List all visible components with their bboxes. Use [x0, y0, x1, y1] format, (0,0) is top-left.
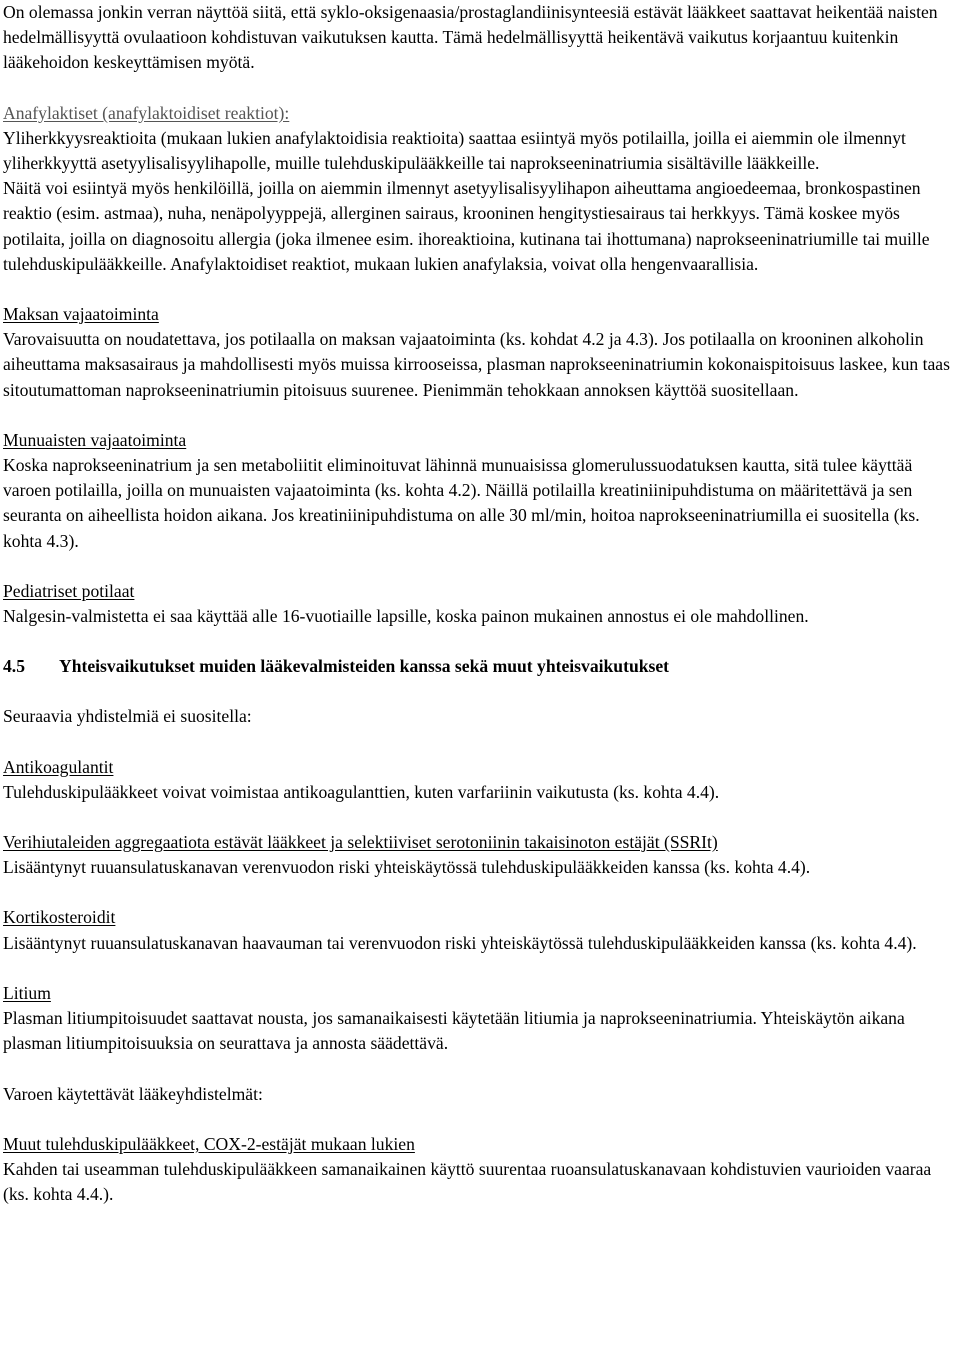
caution-intro: Varoen käytettävät lääkeyhdistelmät: [3, 1083, 263, 1104]
section-4-5-heading [3, 654, 957, 679]
corticosteroids-title: Kortikosteroidit [3, 907, 116, 928]
section-title: Yhteisvaikutukset muiden lääkevalmisteiden kanssa sekä muut yhteisvaikutukset [59, 656, 670, 677]
platelet-ssri-paragraph: Lisääntynyt ruuansulatuskanavan verenvuodon riski yhteiskäytössä tulehduskipulääkkeiden kanssa (ks. kohta 4.4). [3, 857, 811, 878]
not-recommended-intro: Seuraavia yhdistelmiä ei suositella: [3, 706, 252, 727]
liver-paragraph: Varovaisuutta on noudatettava, jos potilaalla on maksan vajaatoiminta (ks. kohdat 4.2 ja 4.3). Jos potilaalla on krooninen alkoholin aiheuttama maksasairaus ja mahdollisesti myös muissa kirrooseissa, plasman naprokseeninatriumin kokonaispitoisuus laskee, kun taas sitoutumattoman naprokseeninatriumin pitoisuus suurenee. Pienimmän tehokkaan annoksen käyttöä suositellaan. [3, 329, 950, 400]
other-nsaids-paragraph: Kahden tai useamman tulehduskipulääkkeen samanaikainen käyttö suurentaa ruoansulatuskanavaan kohdistuvien vaurioiden vaaraa (ks. kohta 4.4.). [3, 1158, 932, 1205]
corticosteroids-paragraph: Lisääntynyt ruuansulatuskanavan haavauman tai verenvuodon riski yhteiskäytössä tulehduskipulääkkeiden kanssa (ks. kohta 4.4). [3, 932, 917, 953]
anaphylaxis-paragraph-2: Näitä voi esiintyä myös henkilöillä, joilla on aiemmin ilmennyt asetyylisalisyylihapon aiheuttama angioedeemaa, bronkospastinen reaktio (esim. astmaa), nuha, nenäpolyyppejä, allerginen sairaus, krooninen hengitystiesairaus tai herkkyys. Tämä koskee myös potilaita, joilla on diagnosoitu allergia (joka ilmenee esim. ihoreaktioina, kutinana tai ihottumana) naprokseeninatriumille tai muille tulehduskipulääkkeille. Anafylaktoidiset reaktiot, mukaan lukien anafylaksia, voivat olla hengenvaarallisia. [3, 178, 930, 274]
lithium-title: Litium [3, 982, 51, 1003]
anticoagulants-paragraph: Tulehduskipulääkkeet voivat voimistaa antikoagulanttien, kuten varfariinin vaikutusta (ks. kohta 4.4). [3, 781, 720, 802]
lithium-paragraph: Plasman litiumpitoisuudet saattavat nousta, jos samanaikaisesti käytetään litiumia ja naprokseeninatriumia. Yhteiskäytön aikana plasman litiumpitoisuuksia on seurattava ja annosta säädettävä. [3, 1008, 905, 1054]
pediatric-paragraph: Nalgesin-valmistetta ei saa käyttää alle 16-vuotiaille lapsille, koska painon mukainen annostus ei ole mahdollinen. [3, 606, 809, 627]
kidney-paragraph: Koska naprokseeninatrium ja sen metaboliitit eliminoituvat lähinnä munuaisissa glomerulussuodatuksen kautta, sitä tulee käyttää varoen potilailla, joilla on munuaisten vajaatoiminta (ks. kohta 4.2). Näillä potilailla kreatiniinipuhdistuma on määritettävä ja sen seuranta on aiheellista hoidon aikana. Jos kreatiniinipuhdistuma on alle 30 ml/min, hoitoa naprokseeninatriumilla ei suositella (ks. kohta 4.3). [3, 455, 920, 551]
section-number: 4.5 [3, 656, 25, 677]
anaphylaxis-paragraph-1: Yliherkkyysreaktioita (mukaan lukien anafylaktoidisia reaktioita) saattaa esiintyä myös potilailla, joilla ei aiemmin ole ilmennyt yliherkkyyttä asetyylisalisyylihapolle, muille tulehduskipulääkkeille tai naprokseeninatriumia sisältäville lääkkeille. [3, 127, 906, 174]
anticoagulants-title: Antikoagulantit [3, 756, 114, 777]
other-nsaids-title: Muut tulehduskipulääkkeet, COX-2-estäjät mukaan lukien [3, 1133, 415, 1154]
liver-title: Maksan vajaatoiminta [3, 304, 159, 325]
intro-paragraph: On olemassa jonkin verran näyttöä siitä, että syklo-oksigenaasia/prostaglandiinisynteesiä estävät lääkkeet saattavat heikentää naisten hedelmällisyyttä ovulaatioon kohdistuvan vaikutuksen kautta. Tämä hedelmällisyyttä heikentävä vaikutus korjaantuu kuitenkin lääkehoidon keskeyttämisen myötä. [3, 2, 938, 73]
platelet-ssri-title: Verihiutaleiden aggregaatiota estävät lääkkeet ja selektiiviset serotoniinin takaisinoton estäjät (SSRIt) [3, 832, 718, 853]
pediatric-title: Pediatriset potilaat [3, 580, 135, 601]
kidney-title: Munuaisten vajaatoiminta [3, 429, 187, 450]
anaphylaxis-title: Anafylaktiset (anafylaktoidiset reaktiot): [3, 102, 290, 123]
